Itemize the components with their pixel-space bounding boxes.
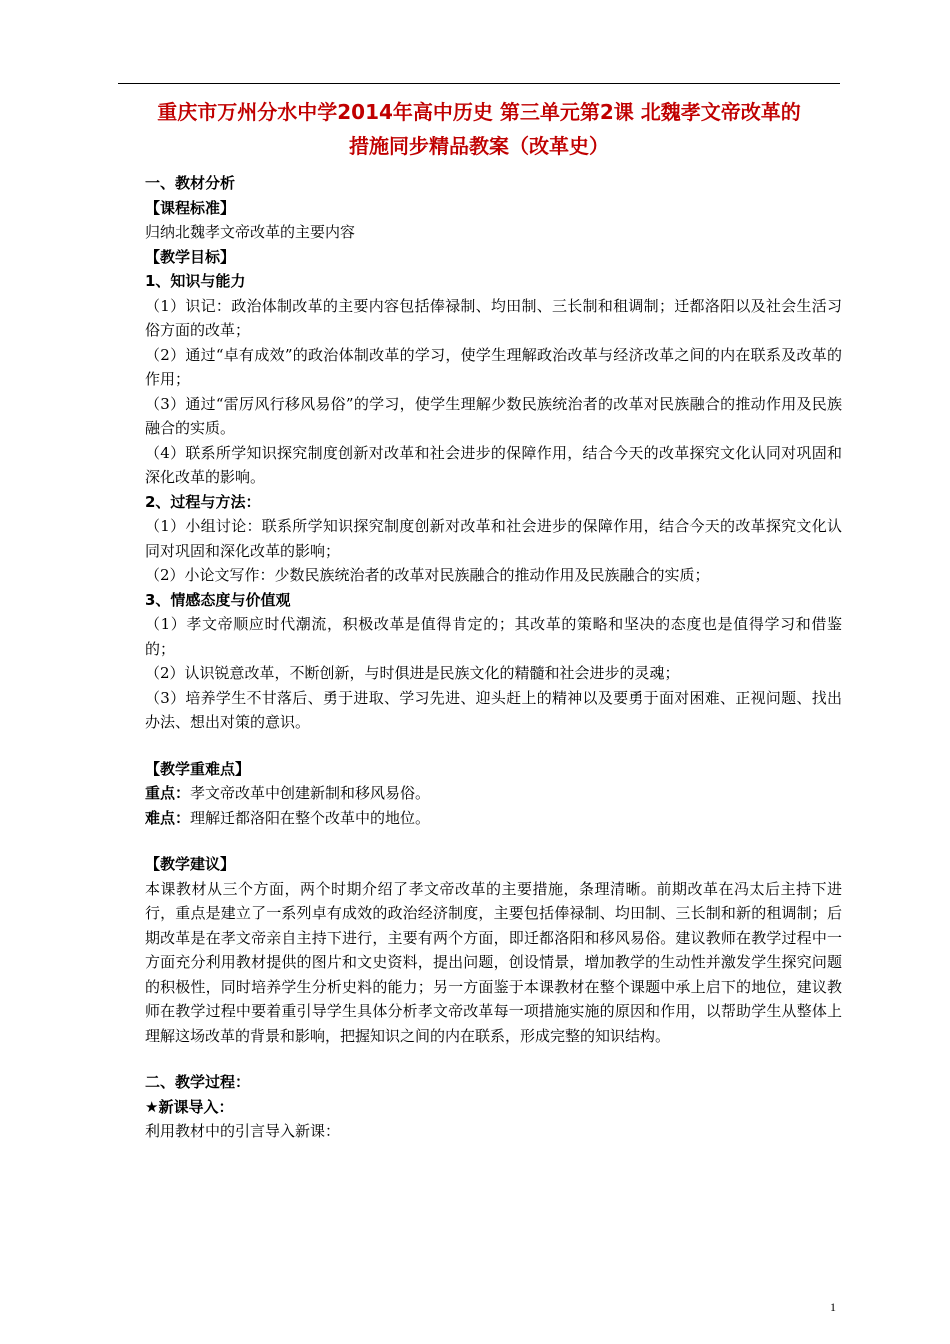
curriculum-label: 【课程标准】 bbox=[145, 198, 236, 217]
header-rule bbox=[118, 83, 840, 84]
section2-heading: 二、教学过程： bbox=[145, 1073, 251, 1091]
title-line-1: 重庆市万州分水中学2014年高中历史 第三单元第2课 北魏孝文帝改革的 bbox=[157, 100, 801, 124]
goal3-item: （3）培养学生不甘落后、勇于进取、学习先进、迎头赶上的精神以及要勇于面对困难、正视问题、找出办法、想出对策的意识。 bbox=[145, 688, 842, 731]
keypoints-label: 【教学重难点】 bbox=[145, 759, 251, 778]
section-heading: 一、教材分析 bbox=[145, 174, 236, 192]
goal1-item: （4）联系所学知识探究制度创新对改革和社会进步的保障作用，结合今天的改革探究文化认同对巩固和深化改革的影响。 bbox=[145, 443, 842, 486]
goal3-item: （2）认识锐意改革，不断创新，与时俱进是民族文化的精髓和社会进步的灵魂； bbox=[145, 664, 680, 682]
key-point bbox=[145, 781, 842, 806]
key-label: 重点： bbox=[145, 784, 191, 802]
difficult-label: 难点： bbox=[145, 808, 191, 827]
goal3-item: （1）孝文帝顺应时代潮流，积极改革是值得肯定的；其改革的策略和坚决的态度也是值得学习和借鉴的； bbox=[145, 615, 842, 658]
key-text: 孝文帝改革中创建新制和移风易俗。 bbox=[190, 784, 431, 802]
intro-text: 利用教材中的引言导入新课： bbox=[145, 1122, 341, 1140]
intro-label: ★新课导入： bbox=[145, 1097, 234, 1116]
page-number: 1 bbox=[830, 1300, 836, 1314]
difficult-text: 理解迁都洛阳在整个改革中的地位。 bbox=[190, 808, 431, 827]
goal1-heading: 1、知识与能力 bbox=[145, 272, 246, 290]
difficult-point bbox=[145, 806, 842, 831]
document-body bbox=[145, 171, 842, 1144]
advice-label: 【教学建议】 bbox=[145, 855, 236, 873]
goal1-item: （1）识记：政治体制改革的主要内容包括俸禄制、均田制、三长制和租调制；迁都洛阳以及社会生活习俗方面的改革； bbox=[145, 296, 842, 339]
document-title bbox=[110, 95, 848, 163]
goal2-item: （2）小论文写作：少数民族统治者的改革对民族融合的推动作用及民族融合的实质； bbox=[145, 566, 710, 584]
curriculum-text: 归纳北魏孝文帝改革的主要内容 bbox=[145, 223, 356, 241]
advice-text: 本课教材从三个方面，两个时期介绍了孝文帝改革的主要措施，条理清晰。前期改革在冯太后主持下进行，重点是建立了一系列卓有成效的政治经济制度，主要包括俸禄制、均田制、三长制和新的租调制；后期改革是在孝文帝亲自主持下进行，主要有两个方面，即迁都洛阳和移风易俗。建议教师在教学过程中一方面充分利用教材提供的图片和文史资料，提出问题，创设情景，增加教学的生动性并激发学生探究问题的积极性，同时培养学生分析史料的能力；另一方面鉴于本课教材在整个课题中承上启下的地位，建议教师在教学过程中要着重引导学生具体分析孝文帝改革每一项措施实施的原因和作用，以帮助学生从整体上理解这场改革的背景和影响，把握知识之间的内在联系，形成完整的知识结构。 bbox=[145, 879, 842, 1045]
goal2-heading: 2、过程与方法： bbox=[145, 492, 261, 511]
goal3-heading: 3、情感态度与价值观 bbox=[145, 590, 291, 609]
goal1-item: （3）通过“雷厉风行移风易俗”的学习，使学生理解少数民族统治者的改革对民族融合的推动作用及民族融合的实质。 bbox=[145, 394, 842, 437]
goal2-item: （1）小组讨论：联系所学知识探究制度创新对改革和社会进步的保障作用，结合今天的改革探究文化认同对巩固和深化改革的影响； bbox=[145, 517, 842, 560]
goals-label: 【教学目标】 bbox=[145, 247, 236, 266]
title-line-2: 措施同步精品教案（改革史） bbox=[349, 134, 609, 158]
goal1-item: （2）通过“卓有成效”的政治体制改革的学习，使学生理解政治改革与经济改革之间的内在联系及改革的作用； bbox=[145, 345, 842, 388]
